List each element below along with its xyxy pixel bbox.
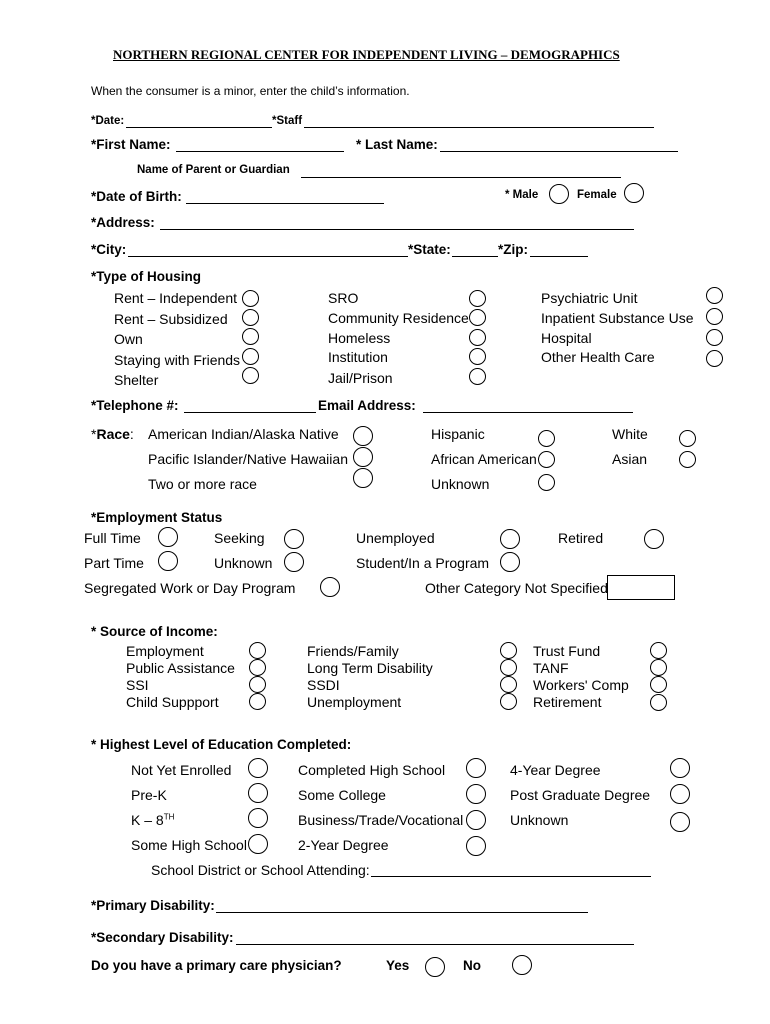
income-option: SSDI — [307, 677, 340, 693]
housing-heading: *Type of Housing — [91, 269, 201, 284]
education-option: Post Graduate Degree — [510, 787, 651, 803]
housing-radio[interactable] — [469, 348, 486, 365]
housing-option: Staying with Friends — [114, 352, 241, 368]
other-category-field[interactable] — [607, 575, 675, 600]
income-radio[interactable] — [500, 659, 517, 676]
zip-field[interactable] — [530, 256, 588, 257]
education-option: Pre-K — [131, 787, 167, 803]
income-option: Trust Fund — [533, 643, 601, 659]
education-radio[interactable] — [466, 784, 486, 804]
education-option: Some High School — [131, 837, 247, 853]
staff-label: *Staff — [272, 115, 303, 127]
income-radio[interactable] — [249, 659, 266, 676]
income-radio[interactable] — [650, 659, 667, 676]
education-radio[interactable] — [466, 810, 486, 830]
employment-option: Seeking — [214, 530, 265, 546]
employment-radio[interactable] — [644, 529, 664, 549]
race-radio[interactable] — [353, 468, 373, 488]
employment-option: Unknown — [214, 555, 273, 571]
zip-label: *Zip: — [498, 242, 528, 257]
address-field[interactable] — [160, 229, 634, 230]
housing-radio[interactable] — [242, 348, 259, 365]
race-option: Unknown — [431, 476, 490, 492]
race-radio[interactable] — [538, 451, 555, 468]
income-option: Friends/Family — [307, 643, 399, 659]
income-option: Employment — [126, 643, 204, 659]
employment-radio[interactable] — [284, 529, 304, 549]
employment-option: Retired — [558, 530, 604, 546]
income-radio[interactable] — [650, 676, 667, 693]
parent-field[interactable] — [301, 177, 621, 178]
first-name-label: *First Name: — [91, 137, 171, 152]
education-option: Business/Trade/Vocational — [298, 812, 464, 828]
income-radio[interactable] — [500, 642, 517, 659]
income-radio[interactable] — [650, 694, 667, 711]
education-radio[interactable] — [248, 808, 268, 828]
employment-radio[interactable] — [158, 527, 178, 547]
dob-label: *Date of Birth: — [91, 189, 182, 204]
income-option: Retirement — [533, 694, 602, 710]
income-option: SSI — [126, 677, 149, 693]
race-radio[interactable] — [353, 426, 373, 446]
education-radio[interactable] — [466, 836, 486, 856]
pcp-yes-radio[interactable] — [425, 957, 445, 977]
employment-radio[interactable] — [500, 552, 520, 572]
minor-note: When the consumer is a minor, enter the child’s information. — [91, 84, 410, 98]
housing-option: Rent – Independent — [114, 290, 237, 306]
housing-radio[interactable] — [242, 328, 259, 345]
income-option: Child Suppport — [126, 694, 219, 710]
race-option: Pacific Islander/Native Hawaiian — [148, 451, 348, 467]
income-heading: * Source of Income: — [91, 624, 218, 639]
race-option: American Indian/Alaska Native — [148, 426, 339, 442]
primary-disability-field[interactable] — [216, 912, 588, 913]
race-radio[interactable] — [538, 430, 555, 447]
income-option: Public Assistance — [126, 660, 235, 676]
race-option: White — [612, 426, 648, 442]
parent-label: Name of Parent or Guardian — [137, 164, 290, 176]
housing-radio[interactable] — [706, 287, 723, 304]
page-title: NORTHERN REGIONAL CENTER FOR INDEPENDENT LIVING – DEMOGRAPHICS — [113, 47, 620, 62]
housing-option: Other Health Care — [541, 349, 655, 365]
race-radio[interactable] — [679, 451, 696, 468]
education-radio[interactable] — [670, 812, 690, 832]
race-option: Two or more race — [148, 476, 257, 492]
housing-option: SRO — [328, 290, 359, 306]
education-heading: * Highest Level of Education Completed: — [91, 737, 352, 752]
housing-radio[interactable] — [706, 308, 723, 325]
pcp-question: Do you have a primary care physician? — [91, 958, 342, 973]
education-option: Completed High School — [298, 762, 446, 778]
employment-option: Full Time — [84, 530, 141, 546]
male-label: * Male — [505, 189, 539, 201]
employment-heading: *Employment Status — [91, 510, 223, 525]
telephone-field[interactable] — [184, 412, 316, 413]
male-radio[interactable] — [549, 184, 569, 204]
date-field[interactable] — [126, 127, 272, 128]
income-option: Unemployment — [307, 694, 402, 710]
housing-radio[interactable] — [242, 309, 259, 326]
state-label: *State: — [408, 242, 451, 257]
housing-option: Institution — [328, 349, 388, 365]
housing-option: Community Residence — [328, 310, 469, 326]
yes-label: Yes — [386, 958, 410, 973]
dob-field[interactable] — [186, 203, 384, 204]
employment-option: Unemployed — [356, 530, 435, 546]
employment-option: Segregated Work or Day Program — [84, 580, 296, 596]
housing-option: Hospital — [541, 330, 592, 346]
school-field[interactable] — [371, 876, 651, 877]
employment-option: Other Category Not Specified — [425, 580, 608, 596]
no-label: No — [463, 958, 481, 973]
housing-option: Shelter — [114, 372, 159, 388]
income-radio[interactable] — [650, 642, 667, 659]
female-label: Female — [577, 189, 617, 201]
race-radio[interactable] — [538, 474, 555, 491]
income-option: Workers' Comp — [533, 677, 629, 693]
housing-option: Psychiatric Unit — [541, 290, 638, 306]
pcp-no-radio[interactable] — [512, 955, 532, 975]
income-option: TANF — [533, 660, 569, 676]
primary-disability-label: *Primary Disability: — [91, 898, 215, 913]
last-name-label: * Last Name: — [356, 137, 438, 152]
race-option: Asian — [612, 451, 648, 467]
female-radio[interactable] — [624, 183, 644, 203]
address-label: *Address: — [91, 215, 155, 230]
email-field[interactable] — [423, 412, 633, 413]
education-option: Some College — [298, 787, 386, 803]
housing-option: Rent – Subsidized — [114, 311, 228, 327]
race-radio[interactable] — [353, 447, 373, 467]
email-label: Email Address: — [318, 398, 416, 413]
employment-radio[interactable] — [320, 577, 340, 597]
employment-option: Student/In a Program — [356, 555, 490, 571]
education-radio[interactable] — [670, 758, 690, 778]
housing-option: Homeless — [328, 330, 391, 346]
housing-radio[interactable] — [706, 329, 723, 346]
secondary-disability-label: *Secondary Disability: — [91, 930, 234, 945]
income-radio[interactable] — [500, 693, 517, 710]
education-option: Not Yet Enrolled — [131, 762, 232, 778]
housing-radio[interactable] — [469, 290, 486, 307]
housing-radio[interactable] — [469, 368, 486, 385]
education-radio[interactable] — [248, 758, 268, 778]
race-option: African American — [431, 451, 537, 467]
education-radio[interactable] — [248, 834, 268, 854]
housing-radio[interactable] — [706, 350, 723, 367]
school-label: School District or School Attending: — [151, 862, 370, 878]
city-label: *City: — [91, 242, 127, 257]
housing-option: Own — [114, 331, 143, 347]
employment-radio[interactable] — [500, 529, 520, 549]
state-field[interactable] — [452, 256, 498, 257]
income-radio[interactable] — [500, 676, 517, 693]
education-radio[interactable] — [670, 784, 690, 804]
education-option: Unknown — [510, 812, 569, 828]
income-radio[interactable] — [249, 642, 266, 659]
education-radio[interactable] — [248, 783, 268, 803]
race-heading: *Race: — [91, 426, 134, 442]
secondary-disability-field[interactable] — [236, 944, 634, 945]
date-label: *Date: — [91, 115, 125, 127]
employment-radio[interactable] — [158, 551, 178, 571]
housing-option: Inpatient Substance Use — [541, 310, 694, 326]
education-option: 4-Year Degree — [510, 762, 601, 778]
education-option: K – 8TH — [131, 812, 175, 828]
income-option: Long Term Disability — [307, 660, 433, 676]
race-radio[interactable] — [679, 430, 696, 447]
last-name-field[interactable] — [440, 151, 678, 152]
housing-radio[interactable] — [469, 329, 486, 346]
city-field[interactable] — [128, 256, 408, 257]
telephone-label: *Telephone #: — [91, 398, 179, 413]
employment-radio[interactable] — [284, 552, 304, 572]
housing-radio[interactable] — [242, 290, 259, 307]
staff-field[interactable] — [304, 127, 654, 128]
housing-radio[interactable] — [469, 309, 486, 326]
education-option: 2-Year Degree — [298, 837, 389, 853]
housing-option: Jail/Prison — [328, 370, 393, 386]
first-name-field[interactable] — [176, 151, 344, 152]
income-radio[interactable] — [249, 693, 266, 710]
employment-option: Part Time — [84, 555, 144, 571]
race-option: Hispanic — [431, 426, 485, 442]
income-radio[interactable] — [249, 676, 266, 693]
education-radio[interactable] — [466, 758, 486, 778]
housing-radio[interactable] — [242, 367, 259, 384]
